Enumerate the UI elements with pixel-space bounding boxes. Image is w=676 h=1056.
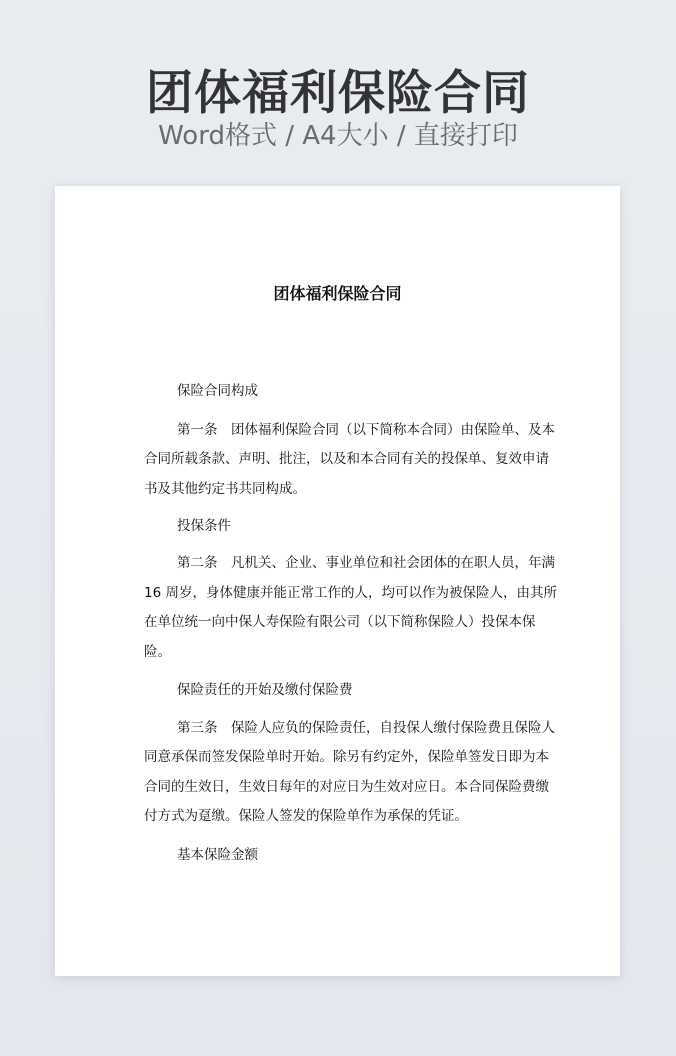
paragraph-line: 第一条 团体福利保险合同（以下简称本合同）由保险单、及本 (177, 422, 555, 438)
banner-subtitle: Word格式 / A4大小 / 直接打印 (158, 121, 518, 151)
paragraph-line: 书及其他约定书共同构成。 (144, 481, 306, 497)
paragraph-line: 险。 (144, 644, 171, 660)
section-heading-liability: 保险责任的开始及缴付保险费 (177, 682, 353, 698)
section-heading-conditions: 投保条件 (177, 518, 231, 534)
document-title: 团体福利保险合同 (273, 284, 402, 303)
paragraph-line: 付方式为趸缴。保险人签发的保险单作为承保的凭证。 (144, 808, 468, 824)
paragraph-line: 在单位统一向中保人寿保险有限公司（以下简称保险人）投保本保 (144, 614, 536, 630)
banner-title: 团体福利保险合同 (146, 66, 530, 121)
document-page (55, 186, 620, 976)
paragraph-line: 合同所载条款、声明、批注，以及和本合同有关的投保单、复效申请 (144, 451, 549, 467)
section-heading-composition: 保险合同构成 (177, 383, 258, 399)
paragraph-line: 同意承保而签发保险单时开始。除另有约定外，保险单签发日即为本 (144, 749, 549, 765)
paragraph-line: 合同的生效日，生效日每年的对应日为生效对应日。本合同保险费缴 (144, 779, 549, 795)
paragraph-line: 第三条 保险人应负的保险责任，自投保人缴付保险费且保险人 (177, 720, 555, 736)
paragraph-line: 第二条 凡机关、企业、事业单位和社会团体的在职人员，年满 (177, 555, 555, 571)
paragraph-line: 16 周岁，身体健康并能正常工作的人，均可以作为被保险人，由其所 (144, 585, 557, 601)
section-heading-basic-amount: 基本保险金额 (177, 847, 258, 863)
